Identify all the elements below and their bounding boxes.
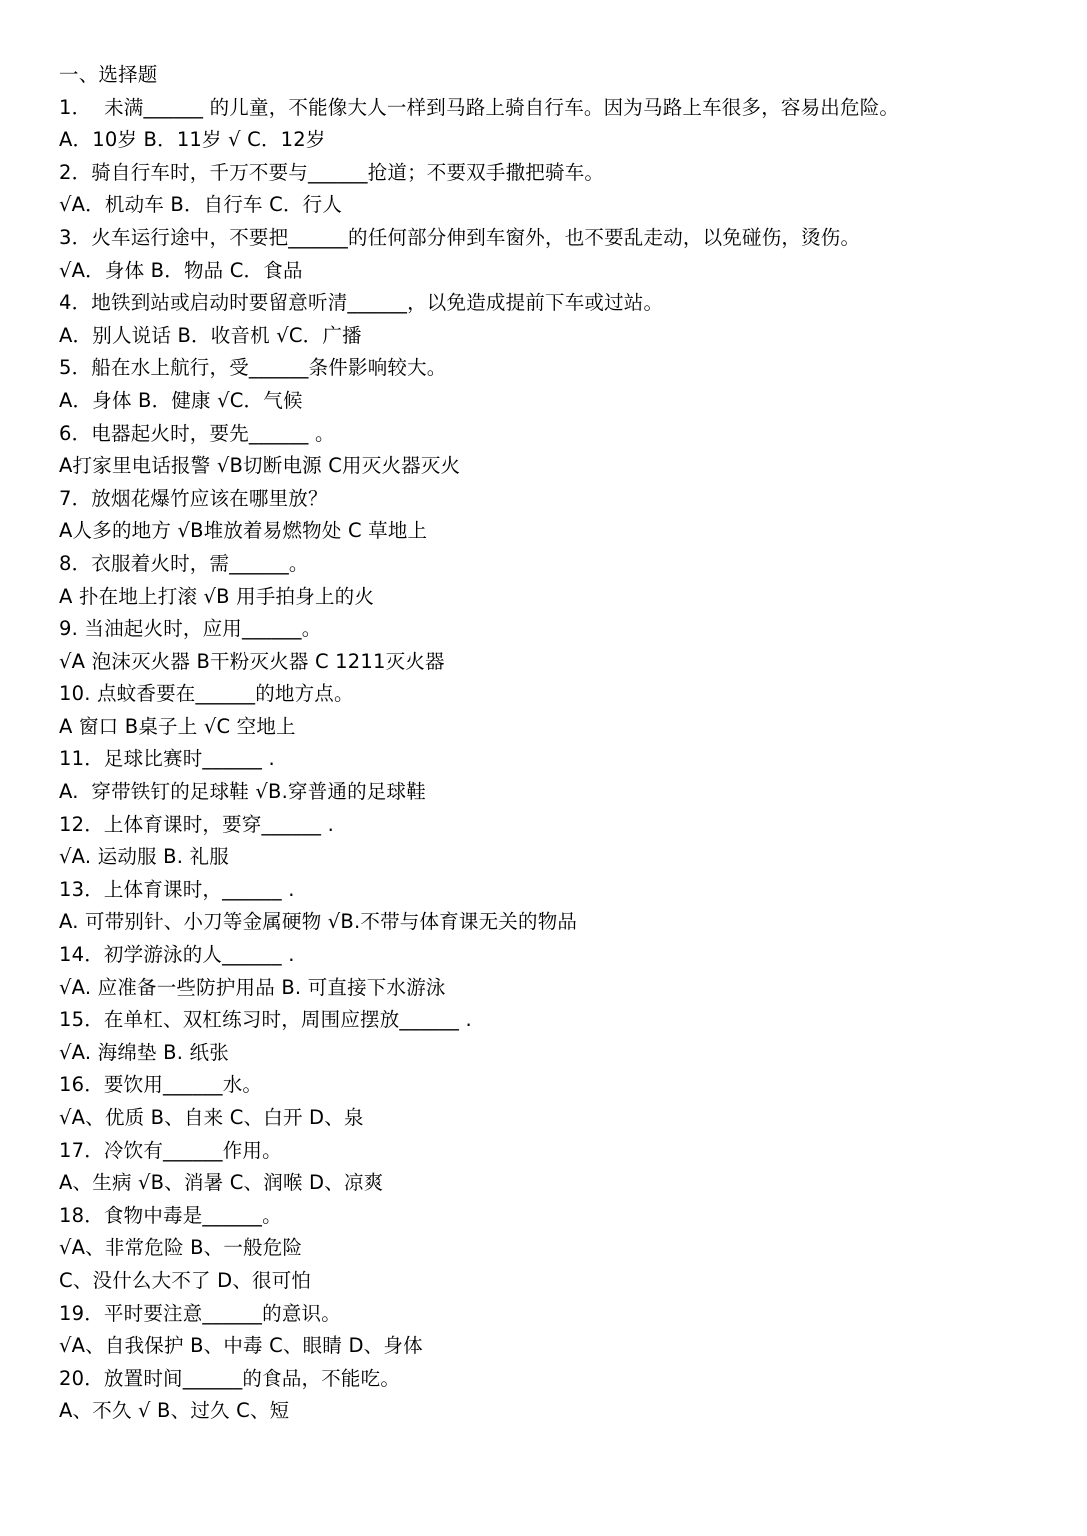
question-line: 10. 点蚊香要在______的地方点。 [59,682,354,706]
answer-options-line: A. 可带别针、小刀等金属硬物 √B.不带与体育课无关的物品 [59,910,578,934]
answer-options-line: A人多的地方 √B堆放着易燃物处 C 草地上 [59,519,428,543]
answer-options-line: A．别人说话 B．收音机 √C．广播 [59,323,362,347]
question-line: 13．上体育课时，______ . [59,877,295,901]
question-line: 16．要饮用______水。 [59,1073,263,1097]
question-line: 15．在单杠、双杠练习时，周围应摆放______ . [59,1008,472,1032]
question-line: 6．电器起火时，要先______ 。 [59,421,335,445]
question-line: 17．冷饮有______作用。 [59,1138,282,1162]
question-line: 14．初学游泳的人______ . [59,943,295,967]
answer-options-line: A 窗口 B桌子上 √C 空地上 [59,714,296,738]
question-line: 8．衣服着火时，需______。 [59,551,309,575]
question-line: 18．食物中毒是______。 [59,1203,282,1227]
answer-options-line: C、没什么大不了 D、很可怕 [59,1268,312,1292]
question-line: 2．骑自行车时，千万不要与______抢道；不要双手撒把骑车。 [59,160,605,184]
question-line: 20．放置时间______的食品，不能吃。 [59,1366,401,1390]
question-line: 11．足球比赛时______ . [59,747,275,771]
answer-options-line: A、生病 √B、消暑 C、润喉 D、凉爽 [59,1171,384,1195]
question-line: 4．地铁到站或启动时要留意听清______，以免造成提前下车或过站。 [59,291,664,315]
quiz-content [59,59,1059,1428]
answer-options-line: A．身体 B．健康 √C．气候 [59,388,303,412]
question-line: 5．船在水上航行，受______条件影响较大。 [59,356,447,380]
answer-options-line: √A．机动车 B．自行车 C．行人 [59,193,343,217]
question-line: 19．平时要注意______的意识。 [59,1301,341,1325]
answer-options-line: √A. 应准备一些防护用品 B. 可直接下水游泳 [59,975,446,999]
question-line: 7．放烟花爆竹应该在哪里放？ [59,486,328,510]
answer-options-line: √A、优质 B、自来 C、白开 D、泉 [59,1106,364,1129]
answer-options-line: √A. 海绵垫 B. 纸张 [59,1040,229,1064]
question-line: 9. 当油起火时，应用______。 [59,617,322,641]
question-line: 1． 未满______ 的儿童，不能像大人一样到马路上骑自行车。因为马路上车很多，容易出危险。 [59,95,900,119]
section-title: 一、选择题 [59,63,158,86]
answer-options-line: √A、自我保护 B、中毒 C、眼睛 D、身体 [59,1334,423,1358]
question-line: 3．火车运行途中，不要把______的任何部分伸到车窗外，也不要乱走动，以免碰伤，烫伤。 [59,225,861,249]
question-line: 12．上体育课时，要穿______ . [59,812,335,836]
answer-options-line: A．10岁 B．11岁 √ C．12岁 [59,128,326,152]
answer-options-line: A、不久 √ B、过久 C、短 [59,1399,290,1423]
answer-options-line: A 扑在地上打滚 √B 用手拍身上的火 [59,584,375,608]
answer-options-line: √A 泡沫灭火器 B干粉灭火器 C 1211灭火器 [59,649,445,673]
answer-options-line: A打家里电话报警 √B切断电源 C用灭火器灭火 [59,454,461,478]
answer-options-line: A. 穿带铁钉的足球鞋 √B.穿普通的足球鞋 [59,780,426,804]
answer-options-line: √A．身体 B．物品 C．食品 [59,258,303,282]
quiz-lines [59,92,1059,1428]
answer-options-line: √A、非常危险 B、一般危险 [59,1236,303,1260]
answer-options-line: √A. 运动服 B. 礼服 [59,845,229,869]
